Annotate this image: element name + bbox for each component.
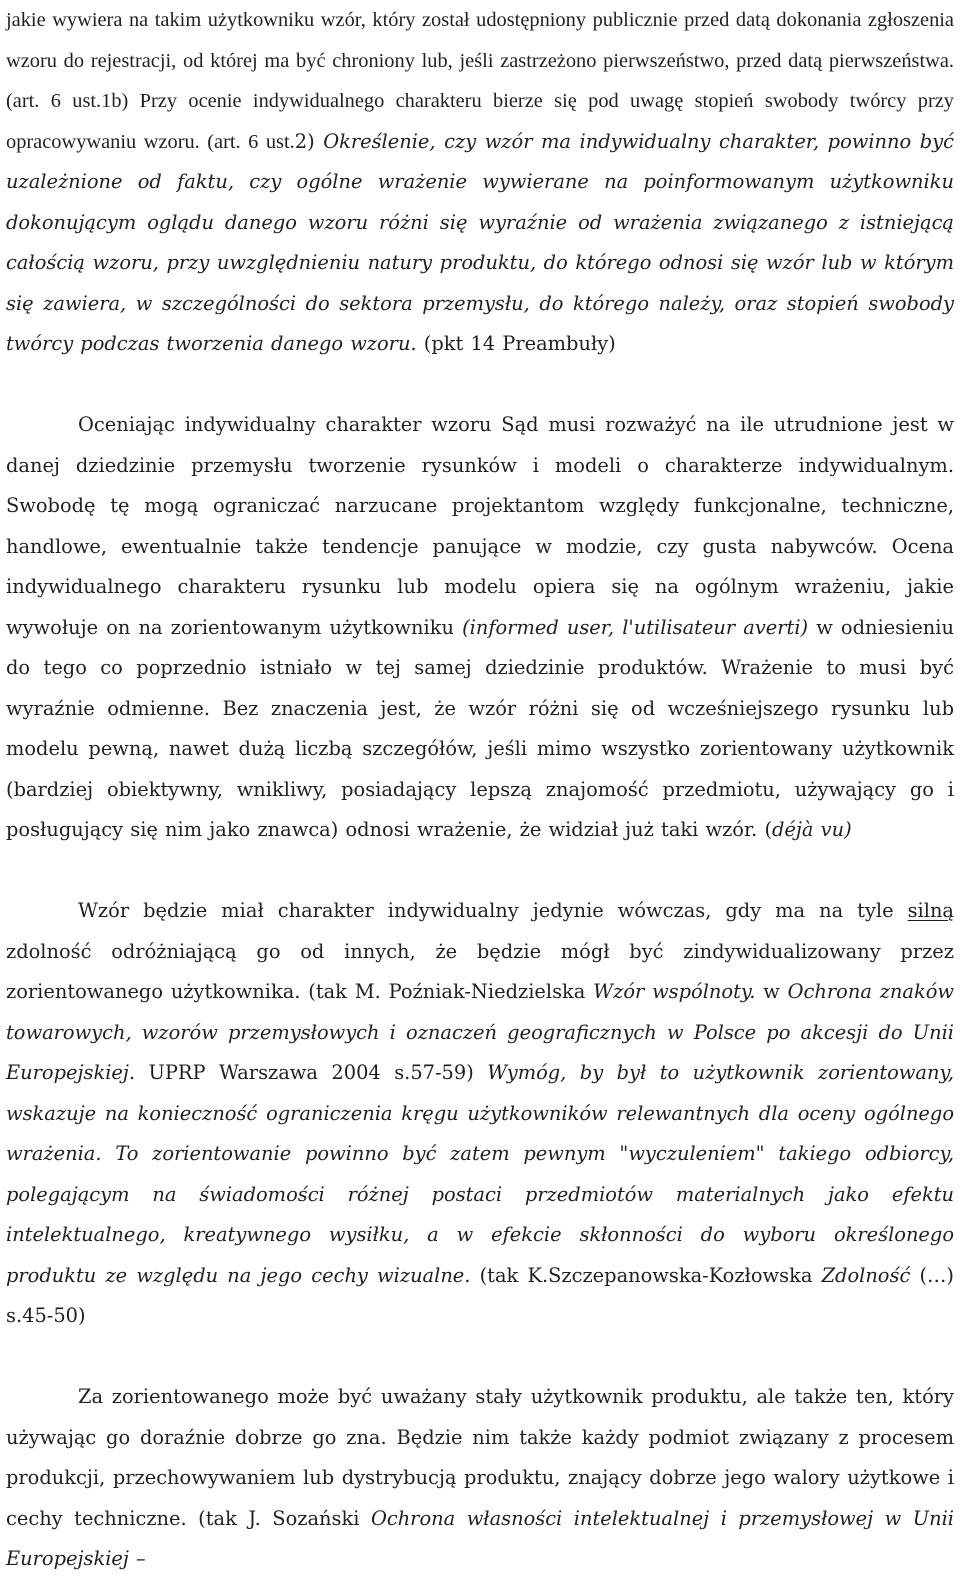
paragraph-3	[6, 891, 954, 1337]
citation-pages: (…) s.45-50)	[6, 1263, 955, 1327]
cited-work-title: Wzór wspólnoty.	[593, 980, 756, 1003]
deja-vu-term: déjà vu)	[772, 818, 852, 841]
citation-author: (tak K.Szczepanowska-Kozłowska	[470, 1263, 822, 1287]
cited-book-title: Ochrona znaków towarowych, wzorów przemysłowych i oznaczeń geograficznych w Polsce po akcesji do Unii Europejskiej.	[6, 980, 954, 1084]
paragraph-1-text-continued: 2)	[294, 129, 324, 153]
quoted-passage: Wymóg, by był to użytkownik zorientowany, wskazuje na konieczność ograniczenia kręgu użytkowników relewantnych dla oceny ogólnego wrażenia. To zorientowanie powinno być zatem pewnym "wyczuleniem" takiego odbiorcy, polegającym na świadomości różnej postaci przedmiotów materialnych jako efektu intelektualnego, kreatywnego wysiłku, a w efekcie skłonności do wyboru określonego produktu ze względu na jego cechy wizualne.	[6, 1061, 954, 1287]
paragraph-3-text: Wzór będzie miał charakter indywidualny jedynie wówczas, gdy ma na tyle	[78, 899, 908, 922]
informed-user-term: (informed user, l'utilisateur averti)	[462, 615, 809, 639]
paragraph-spacer	[6, 1337, 954, 1378]
paragraph-spacer	[6, 365, 954, 406]
document-body	[6, 0, 954, 1580]
preamble-reference: (pkt 14 Preambuły)	[416, 332, 616, 355]
paragraph-4	[6, 1377, 954, 1580]
paragraph-4-text: Za zorientowanego może być uważany stały użytkownik produktu, ale także ten, który używając go doraźnie dobrze go zna. Będzie nim także każdy podmiot związany z procesem produkcji, przechowywaniem lub dystrybucją produktu, znający dobrze jego walory użytkowe i cechy techniczne. (tak J. Sozański	[6, 1385, 954, 1530]
paragraph-spacer	[6, 851, 954, 892]
paragraph-3-connector: w	[755, 980, 788, 1003]
cited-book-title-sozanski: Ochrona własności intelektualnej i przemysłowej w Unii Europejskiej –	[6, 1506, 954, 1570]
citation-publisher: UPRP Warszawa 2004 s.57-59)	[135, 1061, 488, 1084]
quoted-preamble-text: Określenie, czy wzór ma indywidualny charakter, powinno być uzależnione od faktu, czy ogólne wrażenie wywierane na poinformowanym użytkowniku dokonującym oglądu danego wzoru różni się wyraźnie od wrażenia związanego z istniejącą całością wzoru, przy uwzględnieniu natury produktu, do którego odnosi się wzór lub w którym się zawiera, w szczególności do sektora przemysłu, do którego należy, oraz stopień swobody twórcy podczas tworzenia danego wzoru.	[6, 129, 954, 355]
paragraph-1-text: jakie wywiera na takim użytkowniku wzór, który został udostępniony publicznie przed datą dokonania zgłoszenia wzoru do rejestracji, od której ma być chroniony lub, jeśli zastrzeżono pierwszeństwo, przed datą pierwszeństwa. (art. 6 ust.1b) Przy ocenie indywidualnego charakteru bierze się pod uwagę stopień swobody twórcy przy opracowywaniu wzoru. (art. 6 ust.	[6, 9, 954, 153]
paragraph-1	[6, 0, 954, 365]
paragraph-2	[6, 405, 954, 851]
paragraph-3-text-continued: zdolność odróżniającą go od innych, że będzie mógł być zindywidualizowany przez zorientowanego użytkownika. (tak M. Poźniak-Niedzielska	[6, 939, 954, 1003]
underlined-word: silną	[907, 899, 954, 922]
paragraph-2-text-continued: w odniesieniu do tego co poprzednio istniało w tej samej dziedzinie produktów. Wrażenie to musi być wyraźnie odmienne. Bez znaczenia jest, że wzór różni się od wcześniejszego rysunku lub modelu pewną, nawet dużą liczbą szczegółów, jeśli mimo wszystko zorientowany użytkownik (bardziej obiektywny, wnikliwy, posiadający lepszą znajomość przedmiotu, używający go i posługujący się nim jako znawca) odnosi wrażenie, że widział już taki wzór. (	[6, 615, 954, 841]
cited-short-title: Zdolność	[821, 1263, 911, 1287]
paragraph-2-text: Oceniając indywidualny charakter wzoru Sąd musi rozważyć na ile utrudnione jest w danej dziedzinie przemysłu tworzenie rysunków i modeli o charakterze indywidualnym. Swobodę tę mogą ograniczać narzucane projektantom względy funkcjonalne, techniczne, handlowe, ewentualnie także tendencje panujące w modzie, czy gusta nabywców. Ocena indywidualnego charakteru rysunku lub modelu opiera się na ogólnym wrażeniu, jakie wywołuje on na zorientowanym użytkowniku	[6, 413, 954, 639]
